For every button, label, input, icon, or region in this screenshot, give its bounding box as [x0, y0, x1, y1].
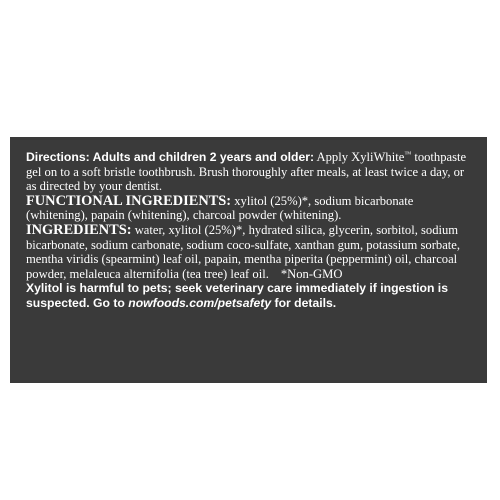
ingredients-paragraph: [26, 223, 473, 281]
pet-warning-paragraph: [26, 281, 473, 310]
ingredients-heading: INGREDIENTS:: [26, 221, 132, 238]
directions-text-end: toothpaste gel on to a soft bristle toothbrush. Brush thoroughly after meals, at least twice a day, or as directed by your dentist.: [26, 150, 467, 194]
functional-ingredients-paragraph: [26, 194, 473, 223]
functional-ingredients-text: xylitol (25%)*, sodium bicarbonate (whitening), papain (whitening), charcoal powder (whitening).: [26, 193, 414, 223]
trademark-symbol: ™: [404, 149, 412, 158]
product-label-panel: [10, 137, 487, 383]
ingredients-text: water, xylitol (25%)*, hydrated silica, glycerin, sorbitol, sodium bicarbonate, sodium carbonate, sodium coco-sulfate, xanthan gum, potassium sorbate, mentha viridis (spearmint) leaf oil, papain, mentha piperita (peppermint) oil, charcoal powder, melaleuca alternifolia (tea tree) leaf oil.: [26, 222, 461, 281]
directions-heading: Directions: Adults and children 2 years and older:: [26, 150, 315, 164]
pet-warning-text-end: for details.: [271, 295, 337, 310]
pet-warning-text: Xylitol is harmful to pets; seek veterinary care immediately if ingestion is suspected. Go to: [26, 281, 448, 310]
directions-text-start: Apply XyliWhite: [314, 150, 405, 164]
directions-paragraph: [26, 150, 473, 194]
functional-ingredients-heading: FUNCTIONAL INGREDIENTS:: [26, 192, 232, 209]
non-gmo-footnote: *Non-GMO: [280, 266, 343, 281]
pet-safety-link[interactable]: nowfoods.com/petsafety: [128, 295, 272, 310]
